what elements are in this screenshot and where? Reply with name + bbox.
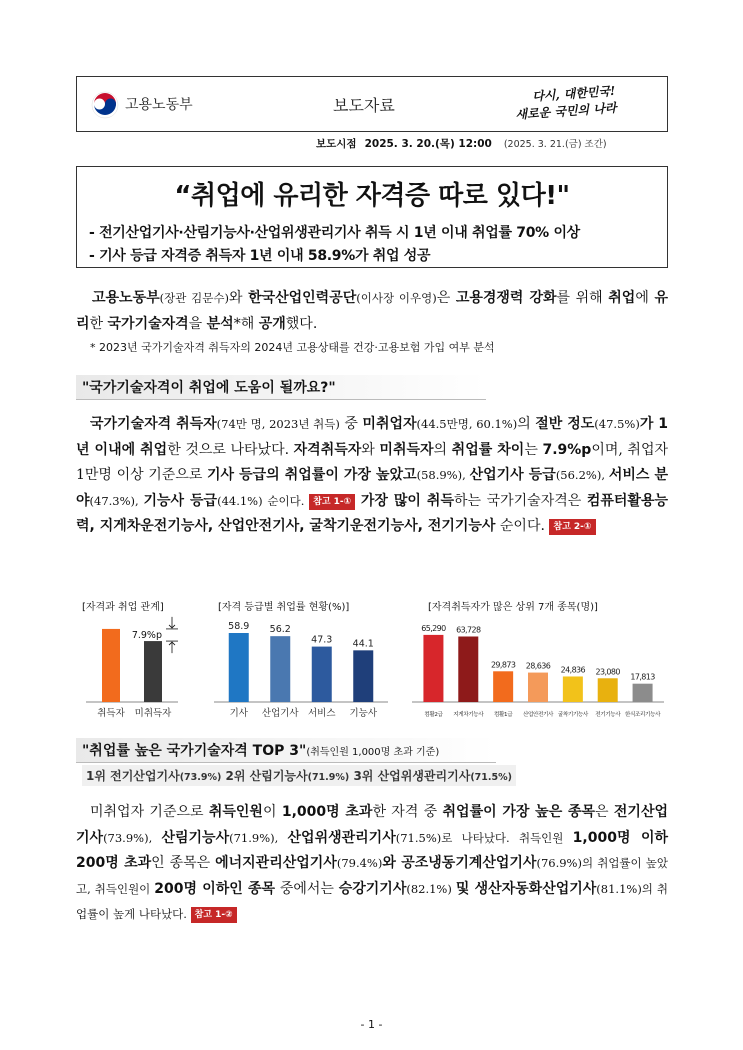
- chart-bar: [598, 678, 618, 702]
- chart-value-label: 56.2: [269, 624, 291, 636]
- s2-bold: 1,000명 이하 200명 초과: [76, 829, 668, 871]
- s1-text: 의: [517, 416, 536, 432]
- intro-bold-agency: 한국산업인력공단: [248, 290, 357, 306]
- chart-bar: [102, 629, 120, 702]
- s2-text: (71.5%)로 나타났다. 취득인원: [395, 830, 573, 845]
- s1-bold: 가장 많이 취득: [360, 492, 454, 509]
- release-label: 보도시점: [316, 138, 357, 150]
- intro-text: 을: [188, 315, 207, 332]
- chart-category-label: 굴착기기능사: [557, 712, 588, 718]
- s2-text: 미취업자 기준으로: [90, 804, 209, 820]
- s1-text: (74만 명, 2023년 취득): [216, 417, 340, 431]
- chart-category-label: 전기기능사: [595, 712, 621, 718]
- intro-text: *해: [233, 315, 259, 332]
- slogan-line-2: 새로운 국민의 나라: [515, 100, 617, 122]
- section2-heading-note: (취득인원 1,000명 초과 기준): [306, 747, 440, 758]
- intro-text: 를 위해: [556, 290, 609, 306]
- intro-text: 은: [436, 290, 456, 306]
- s1-bold: 7.9%p: [542, 441, 592, 458]
- intro-text: 에: [635, 290, 655, 306]
- chart-bar: [563, 676, 583, 702]
- section2-paragraph: [76, 800, 668, 928]
- intro-bold-ministry: 고용노동부: [92, 290, 160, 306]
- chart-value-label: 28,636: [525, 661, 551, 671]
- chart-bar: [144, 641, 162, 702]
- chart-category-label: 미취득자: [134, 708, 172, 719]
- intro-bold: 공개: [258, 315, 286, 332]
- s2-text: (76.9%)의 취업률이 높았고, 취득인원이: [76, 856, 669, 896]
- press-header: [76, 76, 668, 132]
- s1-bold: 국가기술자격 취득자: [90, 416, 217, 432]
- intro-text: 했다.: [285, 315, 318, 332]
- s2-text: 한 자격 중: [372, 804, 443, 820]
- chart-grade-employment-rate: [210, 614, 392, 724]
- s1-text: 중: [339, 416, 363, 432]
- s1-text: 순이다.: [495, 518, 550, 534]
- s1-text: 한 것으로 나타났다.: [167, 441, 294, 458]
- chart3-title: [자격취득자가 많은 상위 7개 종목(명)]: [428, 602, 598, 613]
- s2-bold: 및: [455, 880, 475, 897]
- footnote: * 2023년 국가기술자격 취득자의 2024년 고용상태를 건강·고용보험 가입 여부 분석: [90, 341, 495, 354]
- s1-text: (47.3%),: [89, 493, 144, 508]
- s2-text: 인 종목은: [151, 855, 216, 871]
- chart-category-label: 산업안전기사: [522, 712, 554, 718]
- chart-bar: [270, 636, 290, 702]
- chart-category-label: 기사: [229, 708, 248, 719]
- slogan-calligraphy: [508, 80, 660, 130]
- chart-value-label: 44.1: [352, 638, 374, 650]
- chart-bar: [423, 635, 443, 702]
- chart-value-label: 17,813: [630, 672, 655, 682]
- s1-bold: 미취득자: [379, 441, 434, 458]
- s2-text: 은: [595, 804, 614, 820]
- document-type: 보도자료: [333, 96, 395, 115]
- s2-bold: 에너지관리산업기사: [215, 855, 337, 871]
- s1-text: (44.5만명, 60.1%): [416, 417, 518, 431]
- chart-bar: [633, 684, 653, 702]
- chart-category-label: 서비스: [307, 708, 336, 719]
- chart-category-label: 취득자: [97, 708, 125, 719]
- s2-text: (82.1%): [406, 881, 456, 896]
- intro-text: 와: [228, 290, 249, 306]
- chart-bar: [312, 647, 332, 702]
- slogan-line-1: 다시, 대한민국!: [531, 83, 616, 104]
- chart-category-label: 산업기사: [261, 708, 299, 719]
- intro-text: (장관 김문수): [159, 291, 229, 305]
- s2-bold: 산림기능사: [161, 829, 230, 846]
- chart-category-label: 한식조리기능사: [625, 712, 661, 718]
- s1-text: 이며, 취업자 1만명 이상 기준으로: [76, 441, 668, 483]
- s2-bold: 취득인원: [208, 804, 263, 820]
- intro-text: (이사장 이우영): [356, 291, 437, 305]
- sub-headline-1: - 전기산업기사·산림기능사·산업위생관리기사 취득 시 1년 이내 취업률 70% 이상: [89, 225, 580, 241]
- section1-paragraph: [76, 412, 668, 540]
- chart-bar: [528, 673, 548, 702]
- intro-bold: 고용경쟁력 강화: [455, 290, 557, 306]
- rank3-pct: (71.5%): [470, 772, 512, 783]
- intro-bold: 국가기술자격: [107, 315, 189, 332]
- section-heading-1: "국가기술자격이 취업에 도움이 될까요?": [76, 375, 486, 400]
- chart-value-label: 47.3: [311, 634, 333, 646]
- page-number: - 1 -: [360, 1018, 383, 1031]
- chart1-title: [자격과 취업 관계]: [82, 602, 164, 613]
- s2-bold: 1,000명 초과: [281, 804, 373, 820]
- chart-value-label: 29,873: [490, 660, 516, 670]
- main-headline: “취업에 유리한 자격증 따로 있다!": [174, 181, 570, 211]
- headline-box: [76, 166, 668, 268]
- reference-tag-1-1: 참고 1-①: [309, 494, 355, 510]
- section-heading-2: [76, 738, 496, 763]
- chart-bar: [458, 637, 478, 702]
- chart-employment-relation: [80, 614, 204, 724]
- s2-text: 이: [262, 804, 282, 820]
- section2-heading-text: "취업률 높은 국가기술자격 TOP 3": [82, 743, 307, 759]
- chart-category-label: 컴활1급: [494, 712, 513, 718]
- s2-bold: 산업위생관리기사: [287, 829, 396, 846]
- s1-text: 와: [361, 441, 380, 458]
- s1-bold: 기능사 등급: [143, 492, 218, 509]
- chart-bar: [493, 671, 513, 702]
- ministry-name: 고용노동부: [125, 97, 193, 113]
- chart-value-label: 23,080: [595, 667, 620, 677]
- chart-top7-qualifications: [412, 614, 664, 724]
- chart-bar: [229, 633, 249, 702]
- rank1-pct: (73.9%): [179, 772, 222, 783]
- s1-bold: 기사 등급의 취업률이 가장 높았고: [207, 467, 417, 483]
- chart-value-label: 63,728: [456, 625, 481, 635]
- sub-headline-2: - 기사 등급 자격증 취득자 1년 이내 58.9%가 취업 성공: [89, 248, 431, 264]
- s1-bold: 서비스 분야: [76, 467, 668, 509]
- release-time: [316, 136, 607, 151]
- chart-category-label: 컴활2급: [424, 712, 443, 718]
- taegeuk-logo-icon: [91, 91, 119, 119]
- annotation-label: 7.9%p: [131, 630, 162, 641]
- chart-category-label: 기능사: [349, 708, 378, 719]
- s1-text: (58.9%),: [416, 468, 470, 482]
- chart-bar: [353, 650, 373, 702]
- s2-text: 중에서는: [275, 880, 339, 897]
- intro-bold: 유리: [76, 290, 668, 332]
- s2-text: (81.1%)의 취업률이 높게 나타났다.: [76, 881, 669, 921]
- embargo-note: (2025. 3. 21.(금) 조간): [503, 139, 607, 150]
- s1-text: (56.2%),: [555, 468, 609, 482]
- s1-bold: 컴퓨터활용능력, 지게차운전기능사, 산업안전기사, 굴착기운전기능사, 전기기능사: [76, 492, 668, 534]
- s2-text: (79.4%): [336, 856, 383, 870]
- s1-bold: 절반 정도: [535, 416, 595, 432]
- rank2-pct: (71.9%): [307, 772, 350, 783]
- release-datetime: 2025. 3. 20.(목) 12:00: [364, 138, 492, 150]
- chart-value-label: 24,836: [560, 665, 586, 675]
- chart-category-label: 지게차기능사: [453, 712, 484, 718]
- s1-bold: 취업률 차이: [451, 441, 525, 458]
- rank2: 2위 산림기능사: [221, 769, 308, 783]
- intro-bold: 취업: [608, 290, 636, 306]
- s1-text: (47.5%): [594, 417, 640, 431]
- s2-bold: 와 공조냉동기계산업기사: [382, 855, 537, 871]
- s1-text: 하는 국가기술자격은: [453, 492, 587, 509]
- s2-bold: 생산자동화산업기사: [474, 880, 597, 897]
- s1-text: 는: [524, 441, 543, 458]
- chart2-title: [자격 등급별 취업률 현황(%)]: [218, 602, 350, 613]
- intro-text: 한: [89, 315, 108, 332]
- s1-text: (44.1%) 순이다.: [217, 493, 310, 508]
- intro-paragraph: [76, 286, 668, 337]
- s1-bold: 가 1년 이내에 취업: [76, 416, 669, 458]
- s1-bold: 자격취득자: [293, 441, 362, 458]
- intro-bold: 분석: [206, 315, 234, 332]
- s2-bold: 전기산업기사: [76, 804, 668, 846]
- rank1: 1위 전기산업기사: [86, 769, 180, 783]
- s1-bold: 미취업자: [362, 416, 417, 432]
- s2-bold: 200명 이하인 종목: [154, 880, 276, 897]
- s2-text: (71.9%),: [229, 830, 288, 845]
- chart-value-label: 58.9: [228, 621, 250, 633]
- s2-text: (73.9%),: [103, 830, 162, 845]
- s1-text: 의: [433, 441, 452, 458]
- rank3: 3위 산업위생관리기사: [349, 769, 471, 783]
- top3-ranking: [82, 765, 516, 786]
- reference-tag-1-2: 참고 1-②: [191, 907, 237, 923]
- reference-tag-2-1: 참고 2-①: [549, 519, 595, 535]
- s1-bold: 산업기사 등급: [469, 467, 556, 483]
- s2-bold: 취업률이 가장 높은 종목: [442, 804, 596, 820]
- chart-value-label: 65,290: [421, 623, 446, 633]
- s2-bold: 승강기기사: [338, 880, 407, 897]
